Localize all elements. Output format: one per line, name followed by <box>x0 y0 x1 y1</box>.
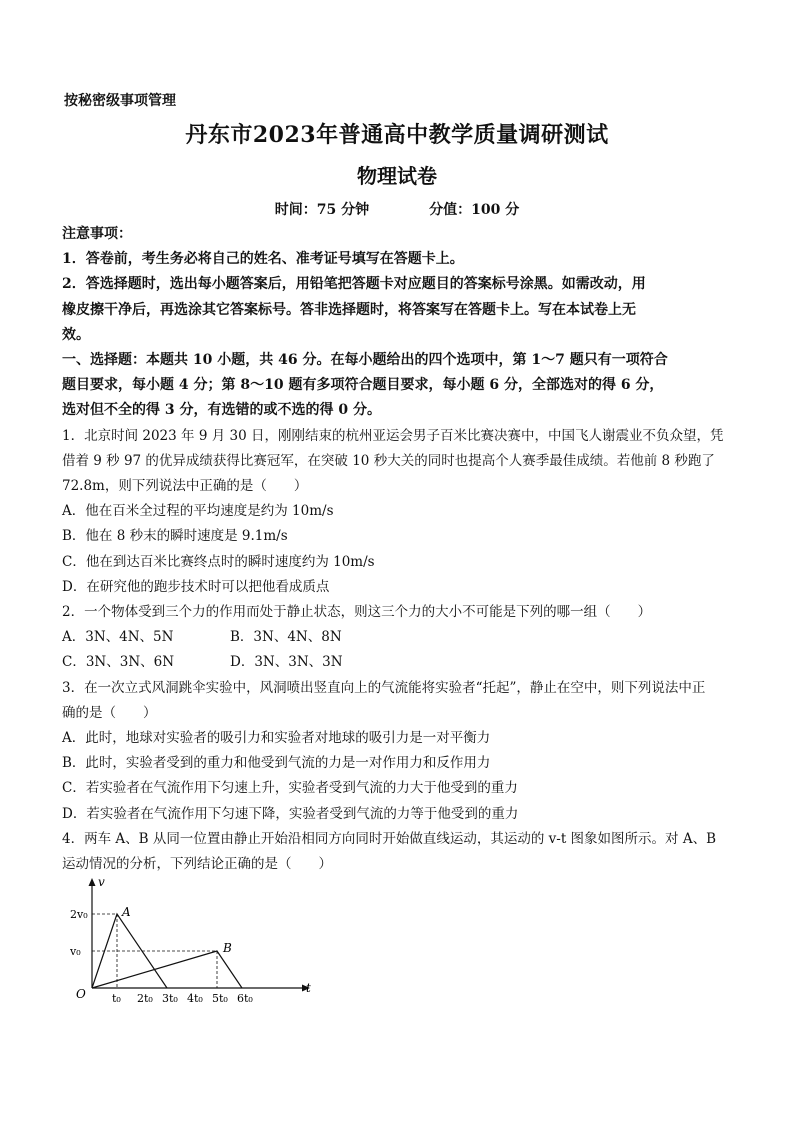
x-tick-label: 4t₀ <box>187 992 203 1005</box>
question-1-option-a: A．他在百米全过程的平均速度是约为 10m/s <box>62 503 334 520</box>
question-3 <box>62 676 732 827</box>
vt-graph <box>70 872 320 1007</box>
series-line-b <box>92 951 242 988</box>
x-tick-label: 3t₀ <box>162 992 178 1005</box>
question-2-options-row2 <box>62 650 732 675</box>
notice-item-2-line3: 效。 <box>62 326 90 343</box>
question-2-stem: 2．一个物体受到三个力的作用而处于静止状态，则这三个力的大小不可能是下列的哪一组（ ） <box>62 604 652 621</box>
exam-meta <box>0 199 794 219</box>
question-1-option-d: D．在研究他的跑步技术时可以把他看成质点 <box>62 578 330 595</box>
v-axis-label: v <box>98 875 105 889</box>
question-2-option-d: D．3N、3N、3N <box>230 654 343 671</box>
y-tick-label: 2v₀ <box>70 908 88 921</box>
exam-score: 分值：100 分 <box>429 202 520 218</box>
question-3-option-a: A．此时，地球对实验者的吸引力和实验者对地球的吸引力是一对平衡力 <box>62 730 491 747</box>
question-4 <box>62 827 732 877</box>
notice-item-2-line1: 2．答选择题时，选出每小题答案后，用铅笔把答题卡对应题目的答案标号涂黑。如需改动，用 <box>62 276 646 293</box>
question-2-option-c: C．3N、3N、6N <box>62 654 175 671</box>
question-4-stem-line1: 4．两车 A、B 从同一位置由静止开始沿相同方向同时开始做直线运动，其运动的 v-t 图象如图所示。对 A、B <box>62 830 716 847</box>
exam-title: 丹东市2023年普通高中教学质量调研测试 <box>185 122 609 148</box>
dashed-guides <box>92 914 217 988</box>
series-a-label: A <box>122 905 131 919</box>
origin-label: O <box>76 987 86 1001</box>
question-1 <box>62 424 732 600</box>
question-3-option-d: D．若实验者在气流作用下匀速下降，实验者受到气流的力等于他受到的重力 <box>62 805 519 822</box>
question-2-options-row1 <box>62 625 732 650</box>
question-1-stem-line3: 72.8m，则下列说法中正确的是（ ） <box>62 478 308 495</box>
question-3-stem-line2: 确的是（ ） <box>62 704 157 721</box>
y-tick-label: v₀ <box>70 945 81 958</box>
question-4-stem-line2: 运动情况的分析，下列结论正确的是（ ） <box>62 856 332 873</box>
t-axis-label: t <box>306 981 311 995</box>
v-axis-arrow <box>89 878 96 886</box>
question-3-option-b: B．此时，实验者受到的重力和他受到气流的力是一对作用力和反作用力 <box>62 755 491 772</box>
x-tick-label: t₀ <box>112 992 121 1005</box>
question-2-option-a: A．3N、4N、5N <box>62 629 174 646</box>
question-1-stem-line1: 1．北京时间 2023 年 9 月 30 日，刚刚结束的杭州亚运会男子百米比赛决赛中，中国飞人谢震业不负众望，凭 <box>62 427 724 444</box>
section-1-line3: 选对但不全的得 3 分，有选错的或不选的得 0 分。 <box>62 402 381 419</box>
exam-time: 时间：75 分钟 <box>274 202 370 218</box>
x-tick-label: 2t₀ <box>137 992 153 1005</box>
question-2 <box>62 600 732 676</box>
notice-item-1: 1．答卷前，考生务必将自己的姓名、准考证号填写在答题卡上。 <box>62 251 464 268</box>
exam-body <box>62 222 732 877</box>
tick-labels <box>70 908 253 1005</box>
question-1-option-c: C．他在到达百米比赛终点时的瞬时速度约为 10m/s <box>62 553 375 570</box>
question-1-stem-line2: 借着 9 秒 97 的优异成绩获得比赛冠军，在突破 10 秒大关的同时也提高个人赛季最佳成绩。若他前 8 秒跑了 <box>62 452 715 469</box>
vt-graph-svg <box>70 872 320 1007</box>
question-1-option-b: B．他在 8 秒末的瞬时速度是 9.1m/s <box>62 528 288 545</box>
section-1-line1: 一、选择题：本题共 10 小题，共 46 分。在每小题给出的四个选项中，第 1～7 题只有一项符合 <box>62 352 668 369</box>
exam-subject: 物理试卷 <box>357 164 437 188</box>
notice-item-2-line2: 橡皮擦干净后，再选涂其它答案标号。答非选择题时，将答案写在答题卡上。写在本试卷上无 <box>62 301 636 318</box>
question-2-option-b: B．3N、4N、8N <box>230 629 342 646</box>
confidentiality-note: 按秘密级事项管理 <box>64 93 176 109</box>
notice-heading: 注意事项： <box>62 226 132 242</box>
question-3-option-c: C．若实验者在气流作用下匀速上升，实验者受到气流的力大于他受到的重力 <box>62 780 518 797</box>
question-3-stem-line1: 3．在一次立式风洞跳伞实验中，风洞喷出竖直向上的气流能将实验者“托起”，静止在空中，则下列说法中正 <box>62 679 706 696</box>
series-b-label: B <box>223 941 232 955</box>
x-tick-label: 5t₀ <box>212 992 228 1005</box>
x-tick-label: 6t₀ <box>237 992 253 1005</box>
section-1-line2: 题目要求，每小题 4 分；第 8～10 题有多项符合题目要求，每小题 6 分，全部选对的得 6 分， <box>62 377 664 394</box>
